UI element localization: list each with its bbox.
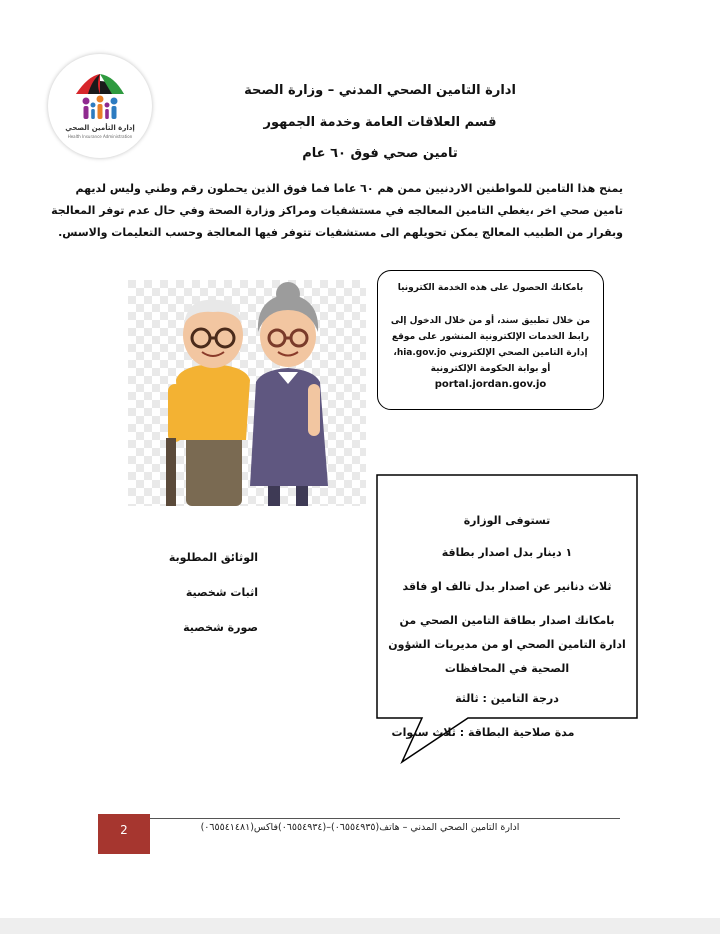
elderly-couple-illustration [128, 280, 366, 506]
online-service-line: إدارة التامين الصحي الإلكتروني hia.gov.jo، [393, 348, 588, 358]
document-item: اثبات شخصية [185, 586, 258, 599]
intro-line: وبقرار من الطبيب المعالج يمكن تحويلهم الى مستشفيات تتوفر فيها المعالجة وحسب التعليمات والاسس. [58, 226, 623, 239]
ministry-title: ادارة التامين الصحي المدني – وزارة الصحة [244, 83, 516, 98]
fees-title: تستوفى الوزارة [463, 514, 551, 527]
online-service-line: أو بوابة الحكومة الإلكترونية [430, 364, 551, 374]
issue-info-line: الصحية في المحافظات [444, 662, 570, 675]
service-title: تامين صحي فوق ٦٠ عام [302, 146, 458, 161]
page-number: 2 [98, 814, 150, 854]
intro-paragraph [51, 178, 623, 244]
portal-link[interactable]: portal.jordan.gov.jo [434, 379, 547, 390]
intro-line: يمنح هذا التامين للمواطنين الاردنيين ممن هم ٦٠ عاما فما فوق الذين يحملون رقم وطني وليس لديهم [75, 182, 623, 195]
online-service-body [386, 313, 595, 393]
footer-contact: ادارة التامين الصحي المدني – هاتف(٠٦٥٥٤٩٣٥)–(٠٦٥٥٤٩٣٤)فاكس(٠٦٥٥٤١٤٨١) [200, 822, 520, 833]
fee-card-issue: ١ دينار بدل اصدار بطاقة [441, 546, 573, 559]
issue-info-line: بامكانك اصدار بطاقة التامين الصحي من [399, 614, 615, 627]
online-service-lead: بامكانك الحصول على هذه الخدمة الكترونيا [397, 283, 584, 293]
intro-line: تامين صحي اخر ،يغطي التامين المعالجه في مستشفيات ومراكز وزارة الصحة وفي حال عدم توفر المعالجة [51, 204, 623, 217]
health-insurance-logo [48, 54, 152, 158]
insurance-degree: درجة التامين : ثالثة [455, 692, 559, 705]
logo-caption-english: Health Insurance Administration [67, 134, 133, 139]
online-service-callout [377, 270, 604, 410]
page-bottom-edge [0, 918, 720, 934]
department-title: قسم العلاقات العامة وخدمة الجمهور [263, 115, 497, 130]
logo-caption: إدارة التأمين الصحي [65, 124, 135, 132]
online-service-line: من خلال تطبيق سند، أو من خلال الدخول إلى [390, 316, 591, 326]
fee-card-replacement: ثلاث دنانير عن اصدار بدل تالف او فاقد [402, 580, 612, 593]
footer-divider [150, 818, 620, 819]
card-validity: مدة صلاحية البطاقة : ثلاث سنوات [391, 726, 575, 739]
issue-info-line: ادارة التامين الصحي او من مديريات الشؤون [388, 638, 626, 651]
fees-callout [376, 474, 638, 764]
documents-title: الوثائق المطلوبة [168, 551, 258, 564]
online-service-line: رابط الخدمات الإلكترونية المنشور على موقع [391, 332, 590, 342]
umbrella-family-icon [48, 54, 152, 158]
document-item: صورة شخصية [183, 621, 258, 634]
